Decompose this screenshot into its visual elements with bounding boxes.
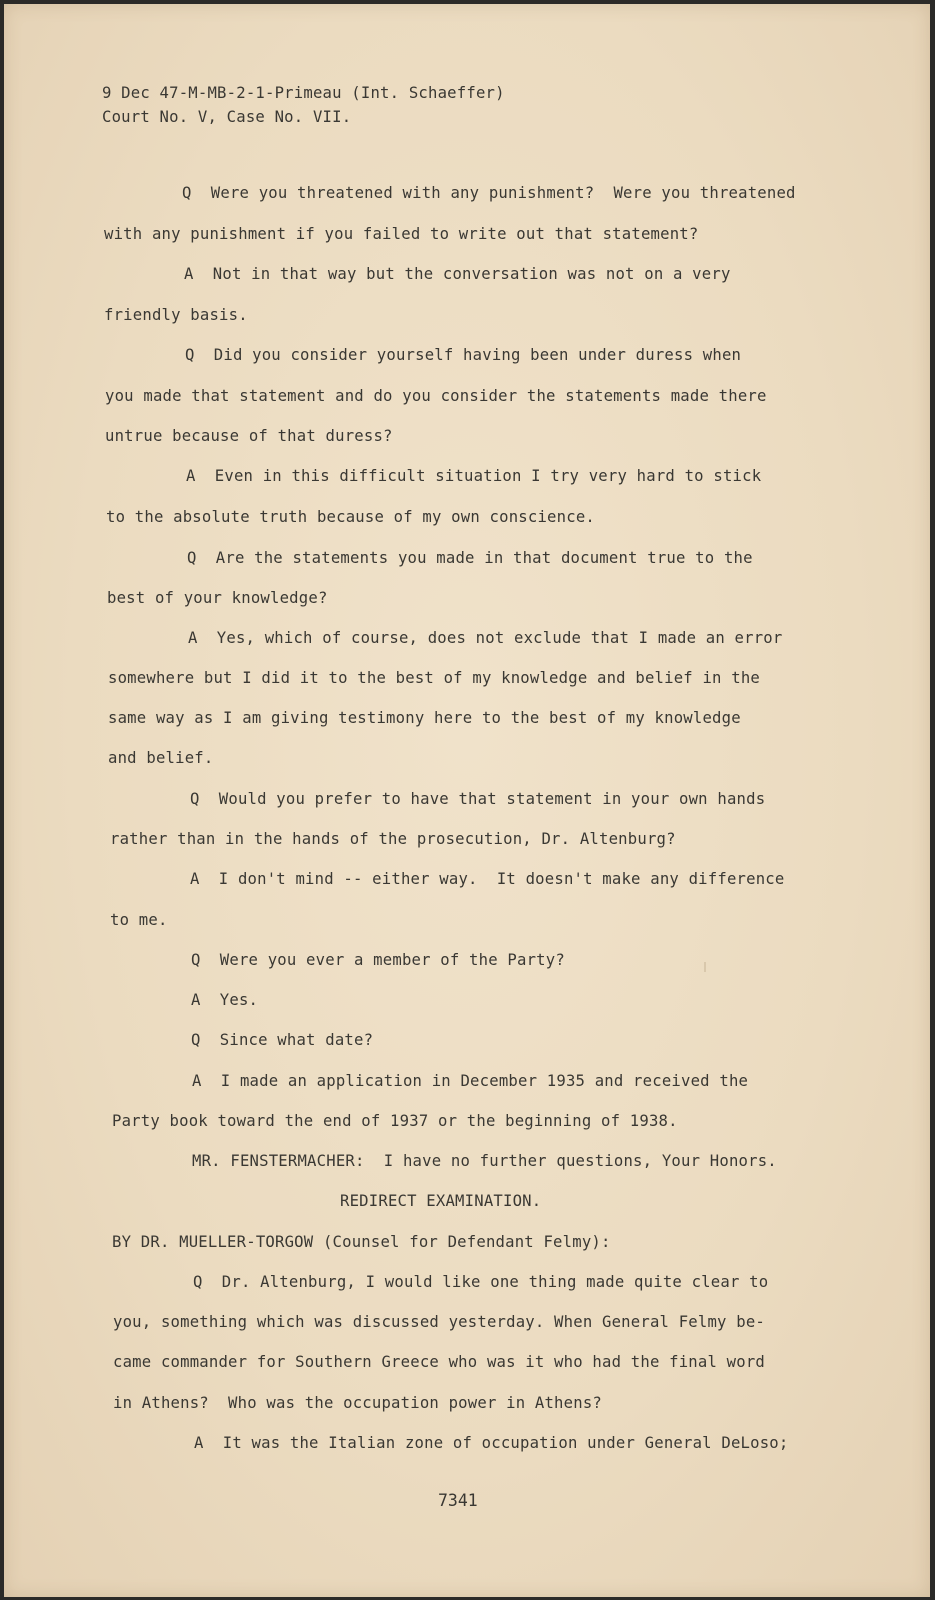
transcript-line: A Even in this difficult situation I try very hard to stick (186, 467, 762, 485)
transcript-line: Q Dr. Altenburg, I would like one thing made quite clear to (193, 1273, 769, 1291)
transcript-line: A I made an application in December 1935 and received the (192, 1072, 749, 1090)
transcript-line: somewhere but I did it to the best of my knowledge and belief in the (108, 669, 760, 687)
transcript-line: came commander for Southern Greece who was it who had the final word (113, 1353, 765, 1371)
page-number: 7341 (438, 1491, 478, 1510)
transcript-line: Q Would you prefer to have that statement in your own hands (190, 790, 766, 808)
header-line-1: 9 Dec 47-M-MB-2-1-Primeau (Int. Schaeffer) (102, 84, 505, 102)
transcript-line: A Yes, which of course, does not exclude that I made an error (188, 629, 783, 647)
transcript-line: Q Are the statements you made in that document true to the (187, 549, 753, 567)
transcript-line: A I don't mind -- either way. It doesn't make any difference (190, 870, 785, 888)
transcript-line: to the absolute truth because of my own conscience. (106, 508, 595, 526)
transcript-line: BY DR. MUELLER-TORGOW (Counsel for Defendant Felmy): (112, 1233, 611, 1251)
transcript-line: Q Were you ever a member of the Party? (191, 951, 565, 969)
transcript-line: Q Did you consider yourself having been under duress when (185, 346, 742, 364)
transcript-line: A It was the Italian zone of occupation under General DeLoso; (194, 1434, 789, 1452)
section-heading: REDIRECT EXAMINATION. (340, 1192, 542, 1210)
transcript-line: MR. FENSTERMACHER: I have no further questions, Your Honors. (192, 1152, 777, 1170)
document-page (4, 4, 930, 1597)
transcript-line: Q Since what date? (191, 1031, 374, 1049)
transcript-line: to me. (110, 911, 168, 929)
transcript-line: you, something which was discussed yesterday. When General Felmy be- (113, 1313, 765, 1331)
transcript-line: you made that statement and do you consider the statements made there (105, 387, 767, 405)
transcript-line: untrue because of that duress? (105, 427, 393, 445)
paper-speck (704, 962, 706, 972)
transcript-line: Party book toward the end of 1937 or the beginning of 1938. (112, 1112, 678, 1130)
transcript-line: friendly basis. (104, 306, 248, 324)
header-line-2: Court No. V, Case No. VII. (102, 108, 352, 126)
transcript-line: A Not in that way but the conversation was not on a very (184, 265, 731, 283)
transcript-line: with any punishment if you failed to write out that statement? (104, 225, 699, 243)
transcript-line: in Athens? Who was the occupation power in Athens? (113, 1394, 602, 1412)
transcript-line: Q Were you threatened with any punishment? Were you threatened (182, 184, 796, 202)
transcript-line: A Yes. (191, 991, 259, 1009)
transcript-line: best of your knowledge? (107, 589, 328, 607)
transcript-line: and belief. (108, 749, 214, 767)
transcript-line: rather than in the hands of the prosecution, Dr. Altenburg? (110, 830, 676, 848)
transcript-line: same way as I am giving testimony here to the best of my knowledge (108, 709, 741, 727)
